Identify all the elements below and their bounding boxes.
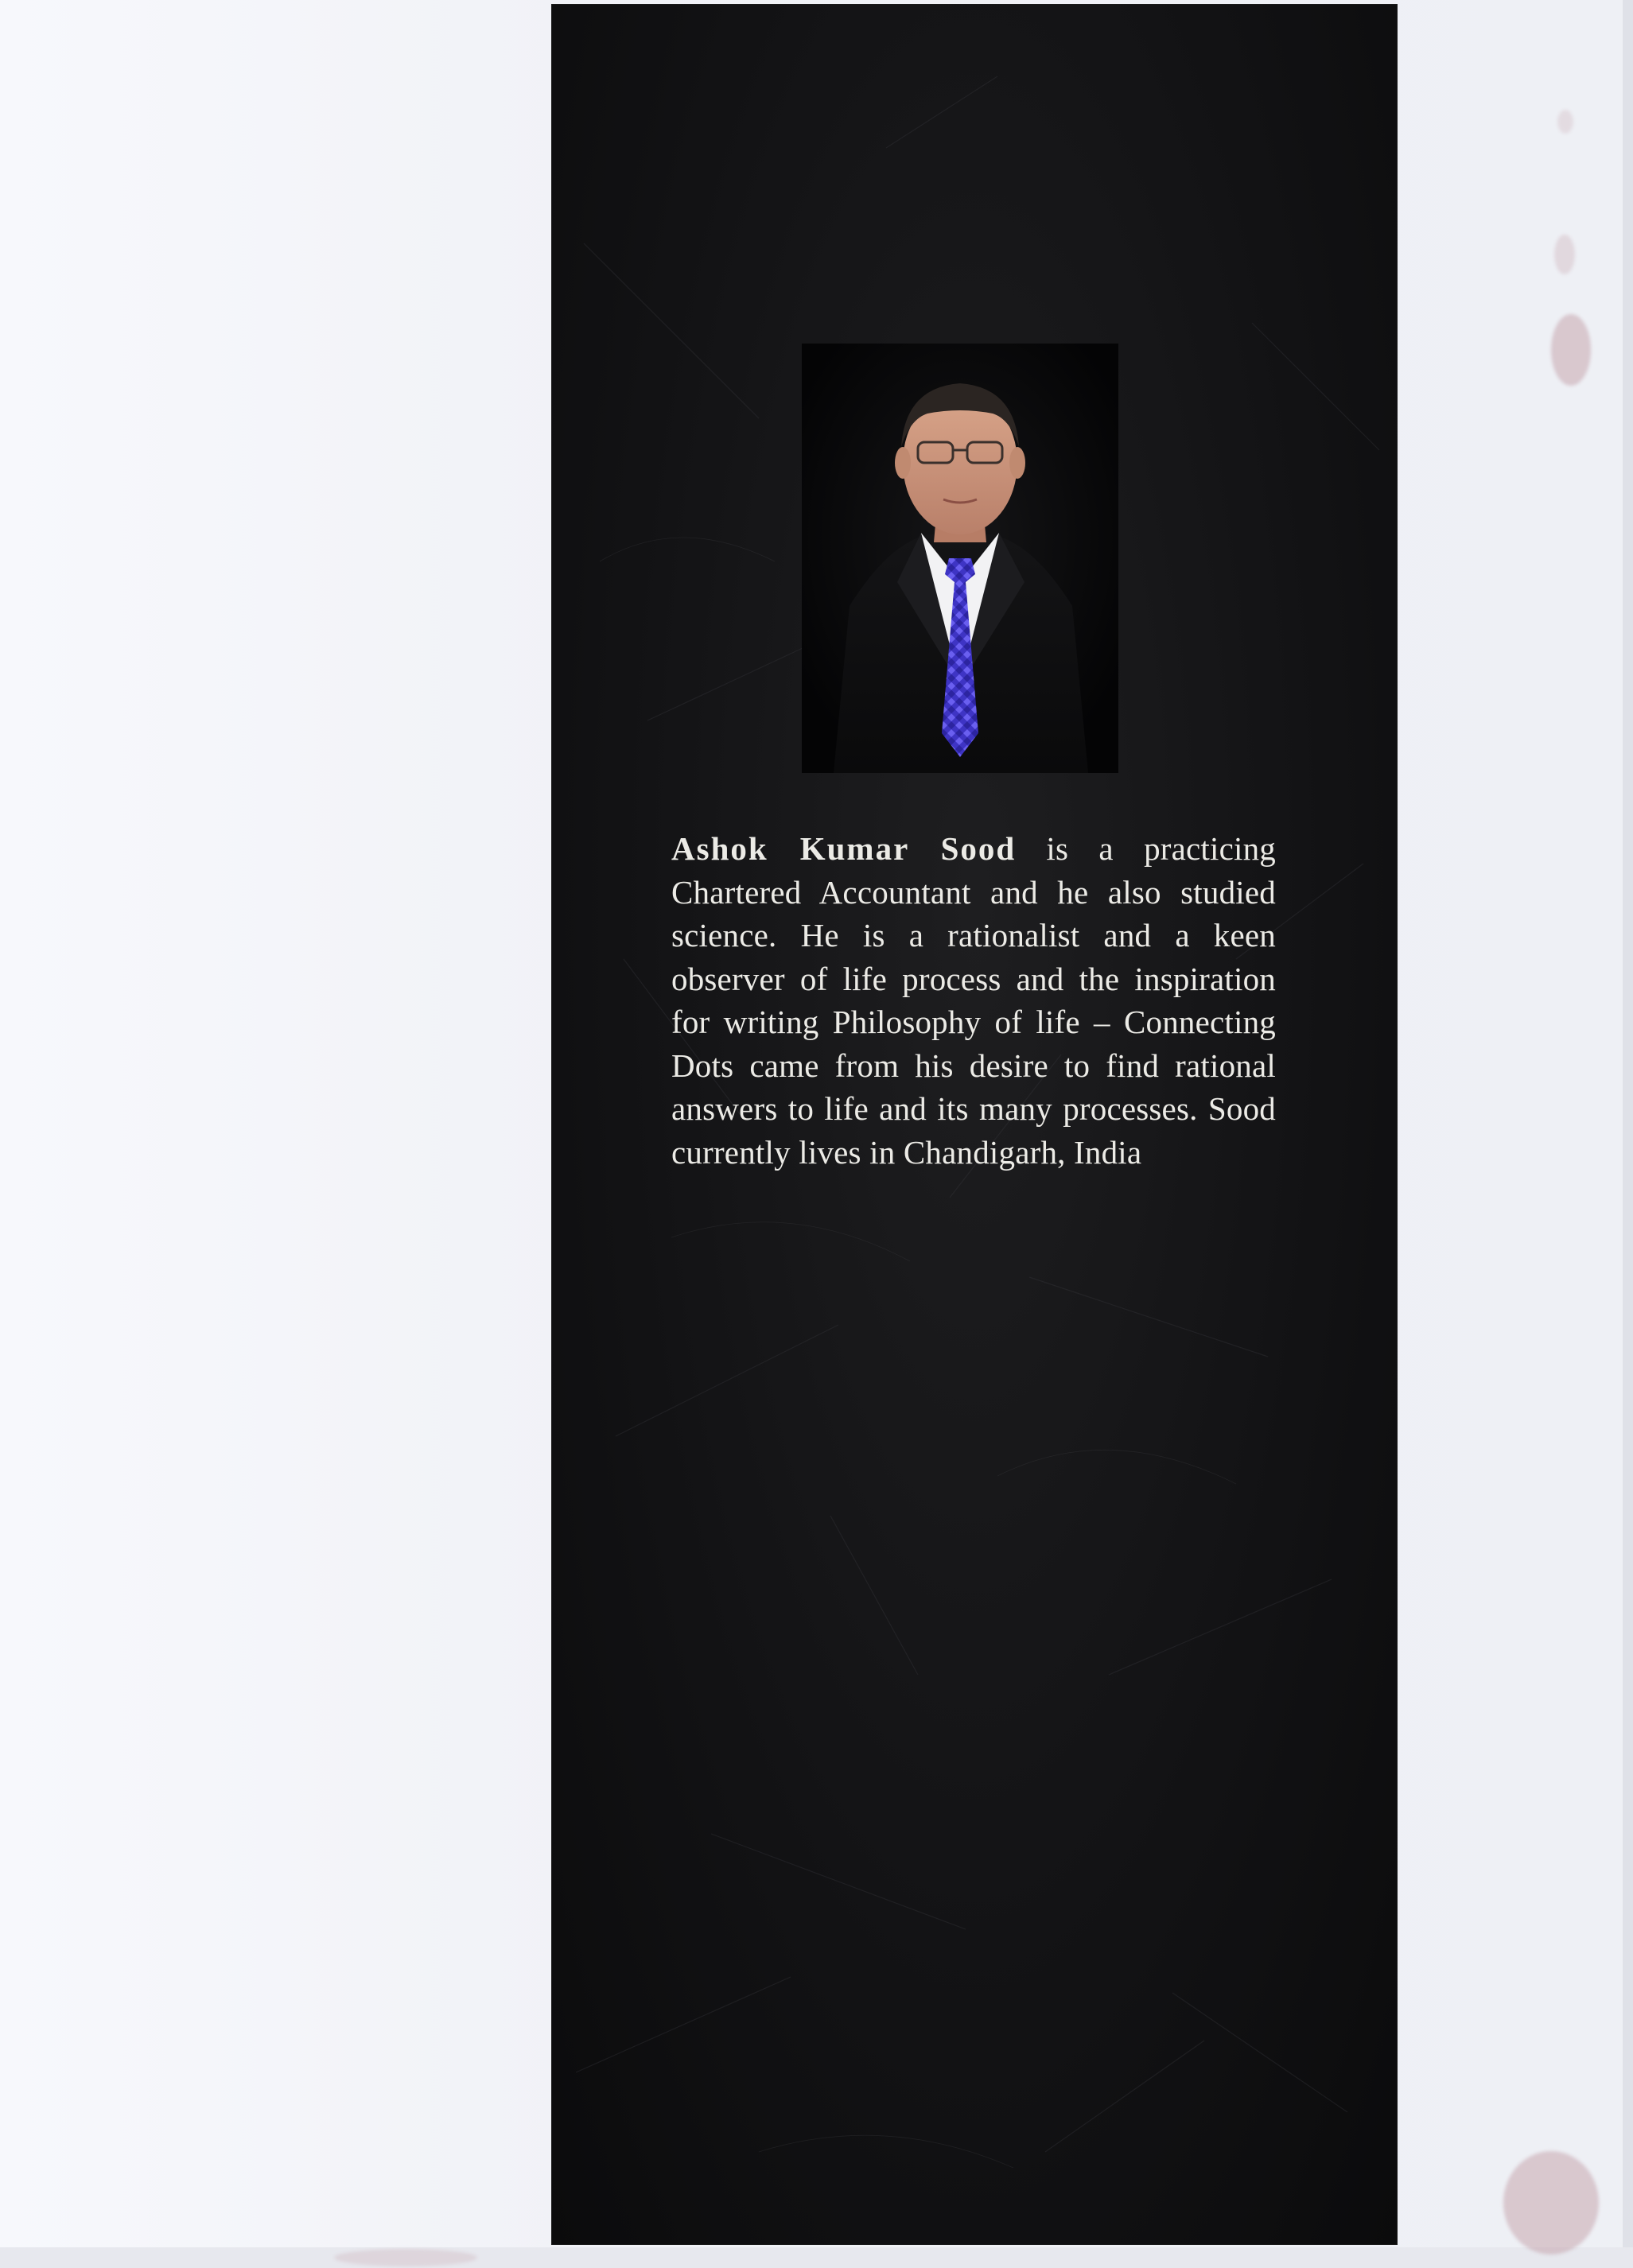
author-bio: [671, 827, 1276, 1174]
author-name: Ashok Kumar Sood: [671, 830, 1017, 867]
book-back-cover: [552, 5, 1397, 2244]
stain-mark: [1503, 2151, 1599, 2254]
stain-mark: [1554, 235, 1575, 274]
paper-edge-right: [1623, 0, 1633, 2268]
stain-mark: [334, 2249, 477, 2266]
author-photo-icon: [802, 344, 1118, 773]
author-photo: [802, 344, 1118, 773]
stain-mark: [1551, 314, 1591, 386]
stain-mark: [1557, 110, 1573, 134]
bio-text: is a practicing Chartered Accountant and he also studied science. He is a rationalist and a keen observer of life process and the inspiration for writing Philosophy of life – Connecting Dots came from his desire to find rational answers to life and its many processes. Sood currently lives in Chandigarh, India: [671, 830, 1277, 1171]
paper-edge-bottom: [0, 2247, 1633, 2268]
